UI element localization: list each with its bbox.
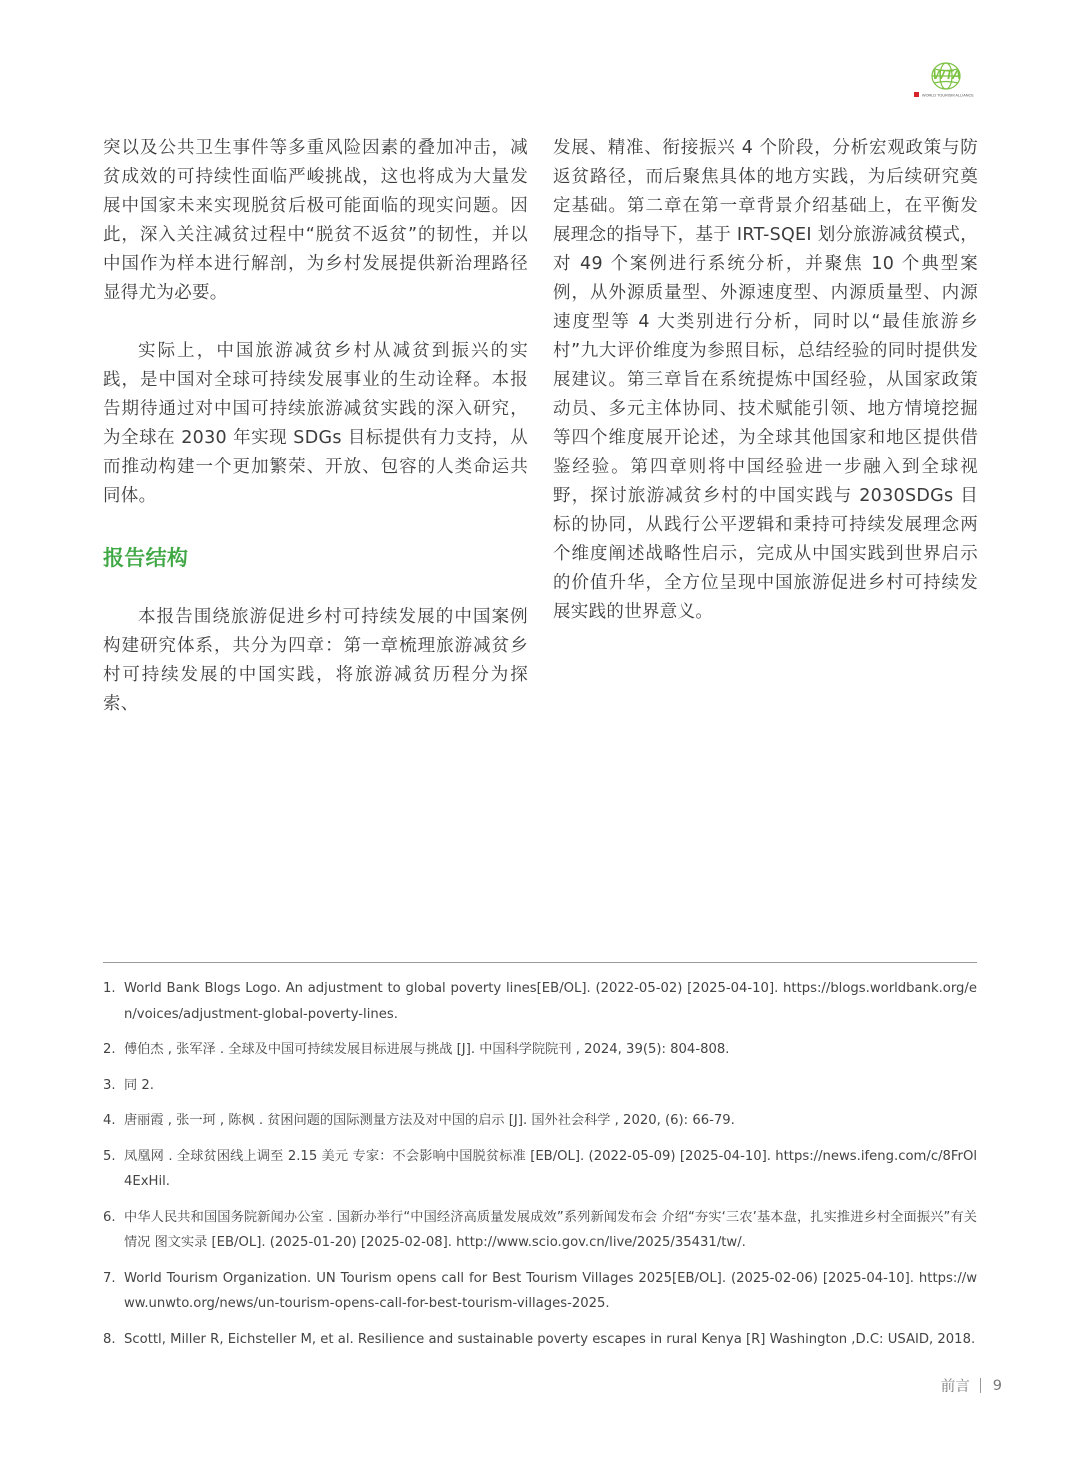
left-column (103, 134, 528, 719)
section-heading: 报告结构 (103, 546, 189, 570)
footnote-item (103, 976, 977, 1027)
footnote-text: 凤凰网 . 全球贫困线上调至 2.15 美元 专家：不会影响中国脱贫标准 [EB/OL]. (2022-05-09) [2025-04-10]. https://news.ifeng.com/c/8FrOl4ExHil. (124, 1148, 977, 1189)
right-column (553, 134, 978, 627)
footnote-text: World Tourism Organization. UN Tourism opens call for Best Tourism Villages 2025[EB/OL]. (2025-02-06) [2025-04-10]. https://www.unwto.org/news/un-tourism-opens-call-for-best-tourism-villages-2025. (124, 1270, 977, 1311)
body-paragraph: 本报告围绕旅游促进乡村可持续发展的中国案例构建研究体系，共分为四章：第一章梳理旅游减贫乡村可持续发展的中国实践，将旅游减贫历程分为探索、 (103, 607, 528, 714)
footnote-number: 7. (103, 1270, 116, 1286)
footnote-number: 1. (103, 981, 116, 996)
footnote-number: 3. (103, 1077, 116, 1093)
body-paragraph: 突以及公共卫生事件等多重风险因素的叠加冲击，减贫成效的可持续性面临严峻挑战，这也将成为大量发展中国家未来实现脱贫后极可能面临的现实问题。因此，深入关注减贫过程中“脱贫不返贫”的韧性，并以中国作为样本进行解剖，为乡村发展提供新治理路径显得尤为必要。 (103, 138, 528, 303)
footnote-text: Scottl, Miller R, Eichsteller M, et al. Resilience and sustainable poverty escapes in rural Kenya [R] Washington ,D.C: USAID, 2018. (124, 1331, 976, 1347)
footnote-number: 5. (103, 1148, 116, 1164)
footnote-text: 唐丽霞 , 张一珂 , 陈枫 . 贫困问题的国际测量方法及对中国的启示 [J]. 国外社会科学 , 2020, (6): 66-79. (124, 1113, 735, 1128)
footnote-item (103, 1144, 977, 1195)
footnote-item (103, 1266, 977, 1317)
footnote-item (103, 1205, 977, 1256)
logo-mark-text: WTA (932, 67, 962, 82)
footnotes-list (103, 976, 977, 1362)
footer-section-label: 前言 (940, 1379, 970, 1395)
footnote-item (103, 1108, 977, 1134)
footnote-number: 8. (103, 1331, 116, 1347)
page-number: 9 (992, 1377, 1002, 1394)
footnote-item (103, 1327, 977, 1353)
footnote-item (103, 1037, 977, 1063)
logo-flag-icon (914, 92, 919, 97)
footnote-number: 6. (103, 1209, 116, 1225)
footnote-number: 2. (103, 1042, 116, 1057)
page-footer (941, 1375, 1002, 1396)
body-paragraph: 发展、精准、衔接振兴 4 个阶段，分析宏观政策与防返贫路径，而后聚焦具体的地方实践，为后续研究奠定基础。第二章在第一章背景介绍基础上，在平衡发展理念的指导下，基于 IRT-SQEI 划分旅游减贫模式，对 49 个案例进行系统分析，并聚焦 10 个典型案例，从外源质量型、外源速度型、内源质量型、内源速度型等 4 大类别进行分析，同时以“最佳旅游乡村”九大评价维度为参照目标，总结经验的同时提供发展建议。第三章旨在系统提炼中国经验，从国家政策动员、多元主体协同、技术赋能引领、地方情境挖掘等四个维度展开论述，为全球其他国家和地区提供借鉴经验。第四章则将中国经验进一步融入到全球视野，探讨旅游减贫乡村的中国实践与 2030SDGs 目标的协同，从践行公平逻辑和秉持可持续发展理念两个维度阐述战略性启示，完成从中国实践到世界启示的价值升华，全方位呈现中国旅游促进乡村可持续发展实践的世界意义。 (553, 138, 978, 622)
footnote-text: 傅伯杰 , 张军泽 . 全球及中国可持续发展目标进展与挑战 [J]. 中国科学院院刊 , 2024, 39(5): 804-808. (124, 1042, 730, 1057)
wta-logo (910, 58, 982, 102)
body-paragraph: 实际上，中国旅游减贫乡村从减贫到振兴的实践，是中国对全球可持续发展事业的生动诠释。本报告期待通过对中国可持续旅游减贫实践的深入研究，为全球在 2030 年实现 SDGs 目标提供有力支持，从而推动构建一个更加繁荣、开放、包容的人类命运共同体。 (103, 341, 528, 506)
footnote-divider (103, 962, 977, 963)
footnote-text: 中华人民共和国国务院新闻办公室 . 国新办举行“中国经济高质量发展成效”系列新闻发布会 介绍“夯实‘三农’基本盘，扎实推进乡村全面振兴”有关情况 图文实录 [EB/OL]. (2025-01-20) [2025-02-08]. http://www.scio.gov.cn/live/2025/35431/tw/. (124, 1209, 977, 1250)
logo-tagline: WORLD TOURISM ALLIANCE (922, 93, 974, 98)
footer-separator (980, 1378, 981, 1393)
footnote-text: World Bank Blogs Logo. An adjustment to global poverty lines[EB/OL]. (2022-05-02) [2025-04-10]. https://blogs.worldbank.org/en/voices/adjustment-global-poverty-lines. (124, 981, 977, 1022)
footnote-text: 同 2. (124, 1077, 154, 1093)
footnote-item (103, 1073, 977, 1099)
footnote-number: 4. (103, 1113, 116, 1128)
